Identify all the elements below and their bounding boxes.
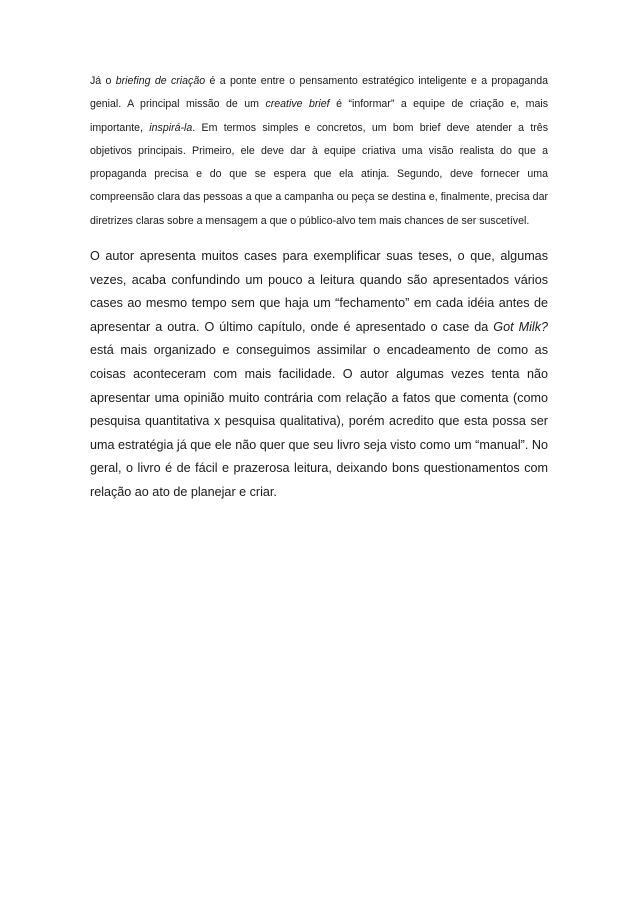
- paragraph-text: é a ponte entre o pensamento estratégico inteligente e a propaganda genial. A principal missão de um: [90, 75, 548, 111]
- paragraph-text: O autor apresenta muitos cases para exemplificar suas teses, o que, algumas vezes, acaba confundindo um pouco a leitura quando são apresentados vários cases ao mesmo tempo sem que haja um “fechamento” em cada idéia antes de apresentar a outra. O último capítulo, onde é apresentado o case da: [90, 249, 548, 334]
- paragraph-briefing: [90, 70, 548, 233]
- italic-term-got-milk: Got Milk?: [493, 319, 549, 334]
- paragraph-review: [90, 245, 548, 505]
- italic-term-creative-brief: creative brief: [265, 98, 330, 111]
- document-body: [90, 70, 548, 505]
- paragraph-text: Já o: [90, 75, 116, 87]
- paragraph-text: . Em termos simples e concretos, um bom brief deve atender a três objetivos principais. Primeiro, ele deve dar à equipe criativa uma visão realista do que a propaganda precisa e do que se espera que ela atinja. Segundo, deve fornecer uma compreensão clara das pessoas a que a campanha ou peça se destina e, finalmente, precisa dar diretrizes claras sobre a mensagem a que o público-alvo tem mais chances de ser suscetível.: [90, 121, 548, 227]
- italic-term-briefing: briefing de criação: [115, 75, 206, 87]
- paragraph-text: é “informar” a equipe de criação e, mais importante,: [90, 98, 548, 134]
- paragraph-text: está mais organizado e conseguimos assimilar o encadeamento de como as coisas aconteceram com mais facilidade. O autor algumas vezes tenta não apresentar uma opinião muito contrária com relação a fatos que comenta (como pesquisa quantitativa x pesquisa qualitativa), porém acredito que esta possa ser uma estratégia já que ele não quer que seu livro seja visto como um “manual”. No geral, o livro é de fácil e prazerosa leitura, deixando bons questionamentos com relação ao ato de planejar e criar.: [90, 343, 548, 500]
- italic-term-inspira-la: inspirá-la: [149, 121, 193, 134]
